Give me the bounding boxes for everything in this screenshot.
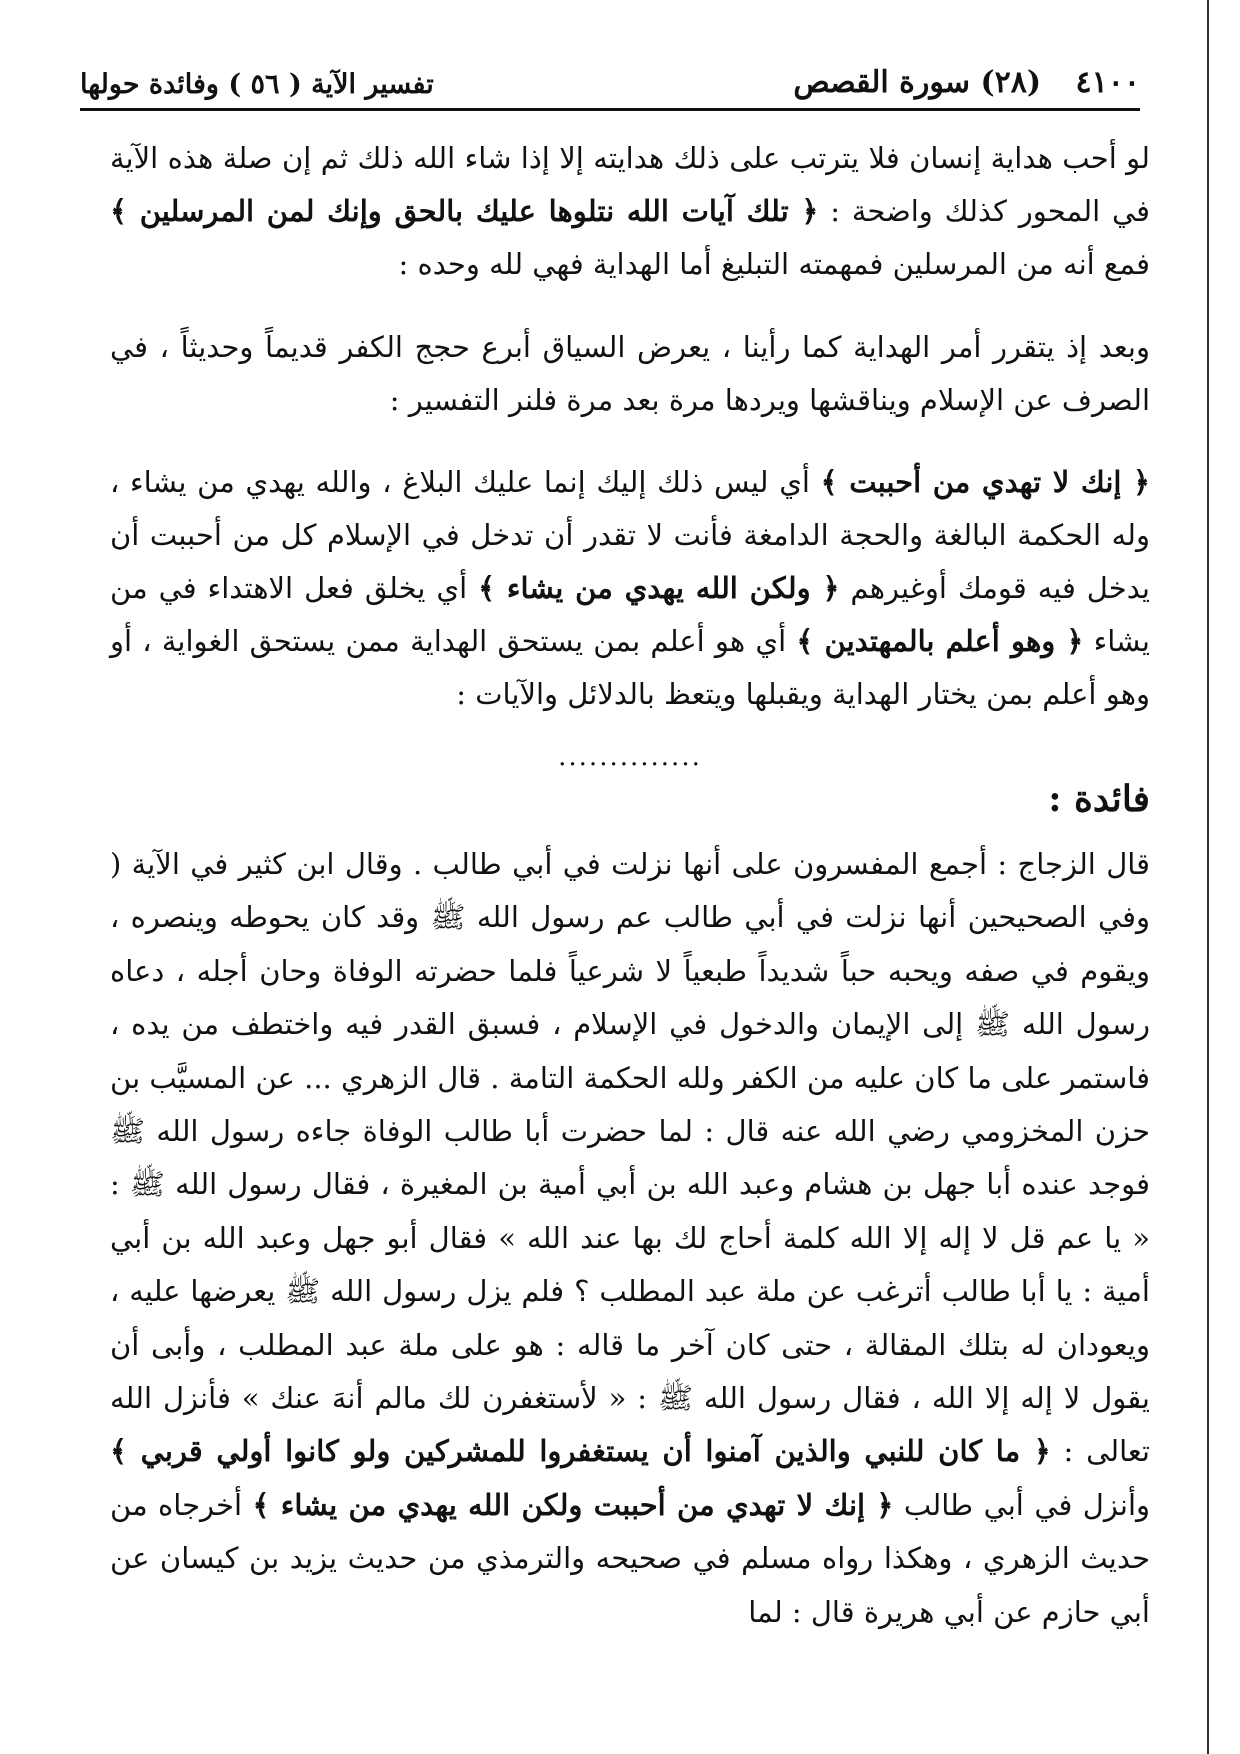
page-edge-line: [1207, 0, 1209, 1754]
separator-dots: ..............: [558, 742, 702, 772]
paragraph-2: وبعد إذ يتقرر أمر الهداية كما رأينا ، يعرض السياق أبرع حجج الكفر قديماً وحديثاً ، في الصرف عن الإسلام ويناقشها ويردها مرة بعد مرة فلنر التفسير :: [110, 330, 1150, 417]
text-run: أي يخلق فعل الاهتداء في من يشاء: [110, 571, 1151, 658]
text-run: لو أحب هداية إنسان فلا يترتب على ذلك هدايته إلا إذا شاء الله ذلك ثم إن صلة هذه الآية في المحور كذلك واضحة :: [110, 141, 1150, 228]
paragraph-benefit: [110, 838, 1150, 1639]
surah-title: (٢٨) سورة القصص: [793, 65, 1042, 100]
text-run: أخرجاه من حديث الزهري ، وهكذا رواه مسلم في صحيحه والترمذي من حديث يزيد بن كيسان عن أبي حازم عن أبي هريرة قال : لما: [110, 1487, 1150, 1629]
section-title: تفسير الآية ( ٥٦ ) وفائدة حولها: [80, 69, 434, 100]
quran-verse: ﴿ إنك لا تهدي من أحببت ﴾: [820, 465, 1150, 499]
text-run: وأنزل في أبي طالب: [893, 1487, 1151, 1522]
quran-verse: ﴿ ولكن الله يهدي من يشاء ﴾: [478, 571, 840, 605]
quran-verse: ﴿ وهو أعلم بالمهتدين ﴾: [796, 624, 1084, 658]
paragraph-3: [110, 456, 1150, 721]
header-rule: [80, 108, 1140, 111]
text-run: فمع أنه من المرسلين فمهمته التبليغ أما الهداية فهي لله وحده :: [398, 247, 1150, 281]
text-run: أي هو أعلم بمن يستحق الهداية ممن يستحق الغواية ، أو وهو أعلم بمن يختار الهداية ويقبلها ويتعظ بالدلائل والآيات :: [110, 624, 1150, 711]
page-number: ٤١٠٠: [1075, 65, 1140, 100]
paragraph-1: [110, 132, 1150, 291]
text-run: قال الزجاج : أجمع المفسرون على أنها نزلت في أبي طالب . وقال ابن كثير في الآية ( وفي الصحيحين أنها نزلت في أبي طالب عم رسول الله ﷺ وقد كان يحوطه وينصره ، ويقوم في صفه ويحبه حباً شديداً طبعياً لا شرعياً فلما حضرته الوفاة وحان أجله ، دعاه رسول الله ﷺ إلى الإيمان والدخول في الإسلام ، فسبق القدر فيه واختطف من يده ، فاستمر على ما كان عليه من الكفر ولله الحكمة التامة . قال الزهري ... عن المسيَّب بن حزن المخزومي رضي الله عنه قال : لما حضرت أبا طالب الوفاة جاءه رسول الله ﷺ فوجد عنده أبا جهل بن هشام وعبد الله بن أبي أمية بن المغيرة ، فقال رسول الله ﷺ : « يا عم قل لا إله إلا الله كلمة أحاج لك بها عند الله » فقال أبو جهل وعبد الله بن أبي أمية : يا أبا طالب أترغب عن ملة عبد المطلب ؟ فلم يزل رسول الله ﷺ يعرضها عليه ، ويعودان له بتلك المقالة ، حتى كان آخر ما قاله : هو على ملة عبد المطلب ، وأبى أن يقول لا إله إلا الله ، فقال رسول الله ﷺ : « لأستغفرن لك مالم أنهَ عنك » فأنزل الله تعالى :: [110, 847, 1150, 1469]
quran-verse: ﴿ ما كان للنبي والذين آمنوا أن يستغفروا للمشركين ولو كانوا أولي قربي ﴾: [110, 1434, 1051, 1469]
quran-verse: ﴿ إنك لا تهدي من أحببت ولكن الله يهدي من يشاء ﴾: [252, 1487, 894, 1522]
section-heading: فائدة :: [1048, 778, 1150, 820]
page-header: [80, 44, 1140, 100]
quran-verse: ﴿ تلك آيات الله نتلوها عليك بالحق وإنك لمن المرسلين ﴾: [110, 194, 819, 228]
header-right: [793, 65, 1140, 100]
text-run: أي ليس ذلك إليك إنما عليك البلاغ ، والله يهدي من يشاء ، وله الحكمة البالغة والحجة الدامغة فأنت لا تقدر أن تدخل في الإسلام كل من أحببت أن يدخل فيه قومك أوغيرهم: [110, 465, 1150, 605]
